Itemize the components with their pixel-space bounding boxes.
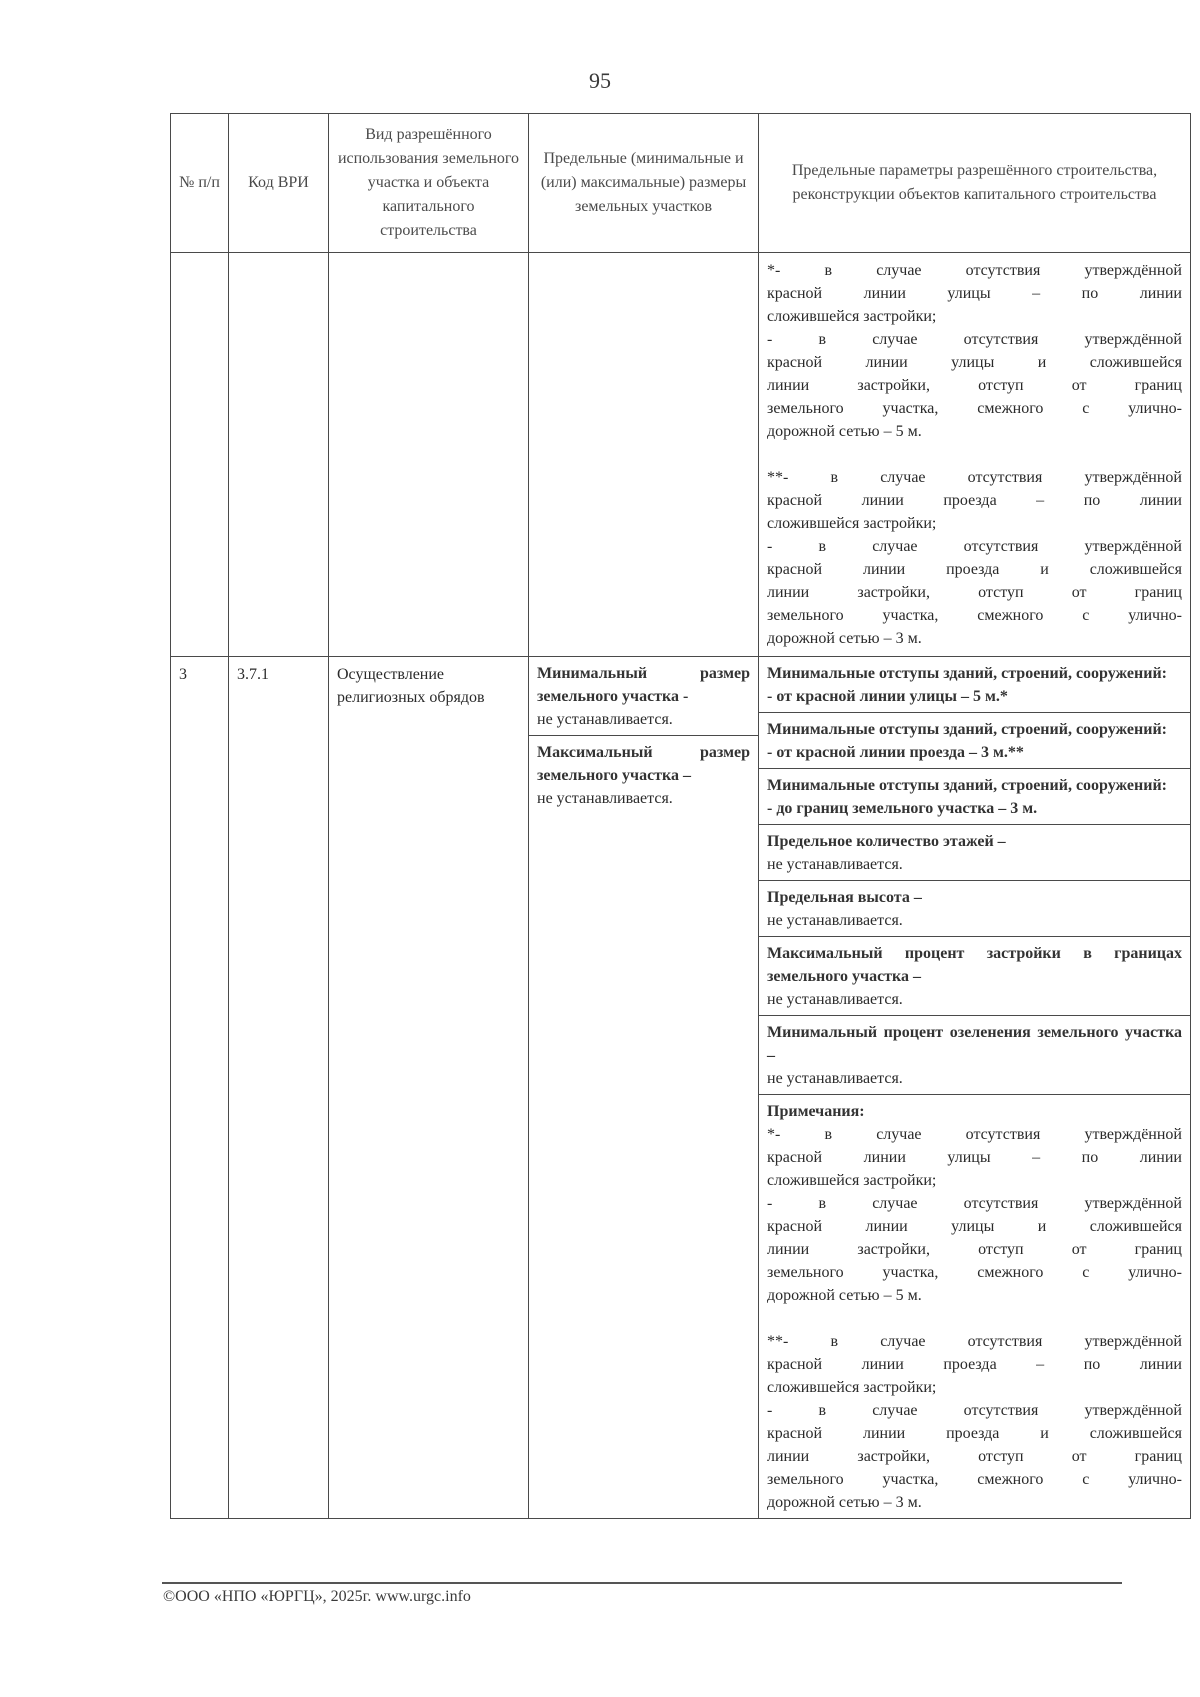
header-num: № п/п: [171, 114, 229, 253]
param-label: Минимальный процент озеленения земельного участка –: [767, 1024, 1182, 1064]
param-label: Предельная высота –: [767, 889, 922, 906]
note-line: линии застройки, отступ от границ: [767, 584, 1182, 601]
note-line: **- в случае отсутствия утверждённой: [767, 469, 1182, 486]
param-height: [759, 881, 1190, 937]
param-min-greening: [759, 1016, 1190, 1095]
param-setback-street: [759, 657, 1190, 713]
note-line: красной линии проезда и сложившейся: [767, 1425, 1182, 1442]
note-line: красной линии улицы и сложившейся: [767, 1218, 1182, 1235]
size-cell: [529, 657, 759, 1519]
param-label: Минимальные отступы зданий, строений, сооружений:: [767, 665, 1167, 682]
param-label: Максимальный процент застройки в границах земельного участка –: [767, 945, 1182, 985]
note-line: - в случае отсутствия утверждённой: [767, 538, 1182, 555]
table-row-continuation: [171, 253, 1191, 657]
empty-cell: [229, 253, 329, 657]
vri-name: Осуществление религиозных обрядов: [329, 657, 529, 1519]
max-size-label: Максимальный размер земельного участка –: [537, 744, 750, 784]
param-value: не устанавливается.: [767, 1070, 903, 1087]
note-line: *- в случае отсутствия утверждённой: [767, 262, 1182, 279]
note-line: линии застройки, отступ от границ: [767, 1448, 1182, 1465]
empty-cell: [529, 253, 759, 657]
note-line: сложившейся застройки;: [767, 1172, 937, 1189]
note-line: красной линии улицы – по линии: [767, 285, 1182, 302]
param-max-coverage: [759, 937, 1190, 1016]
vri-code: 3.7.1: [229, 657, 329, 1519]
note-line: красной линии проезда и сложившейся: [767, 561, 1182, 578]
param-label: Предельное количество этажей –: [767, 833, 1006, 850]
param-value: не устанавливается.: [767, 912, 903, 929]
min-size-value: не устанавливается.: [537, 711, 673, 728]
note-line: красной линии проезда – по линии: [767, 1356, 1182, 1373]
note-line: линии застройки, отступ от границ: [767, 377, 1182, 394]
continuation-notes: [759, 253, 1191, 657]
note-line: дорожной сетью – 3 м.: [767, 630, 922, 647]
param-setback-boundary: [759, 769, 1190, 825]
note-line: земельного участка, смежного с улично-: [767, 400, 1182, 417]
param-value: не устанавливается.: [767, 991, 903, 1008]
note-line: линии застройки, отступ от границ: [767, 1241, 1182, 1258]
footer-copyright: ©ООО «НПО «ЮРГЦ», 2025г. www.urgc.info: [163, 1588, 471, 1605]
notes-title: Примечания:: [767, 1103, 865, 1120]
param-value: не устанавливается.: [767, 856, 903, 873]
param-value: - от красной линии проезда – 3 м.**: [767, 744, 1024, 761]
footer-divider: [162, 1582, 1122, 1584]
table-header-row: [171, 114, 1191, 253]
empty-cell: [329, 253, 529, 657]
note-line: - в случае отсутствия утверждённой: [767, 331, 1182, 348]
table-row-3: [171, 657, 1191, 1519]
note-line: дорожной сетью – 5 м.: [767, 423, 922, 440]
note-line: красной линии улицы – по линии: [767, 1149, 1182, 1166]
note-line: земельного участка, смежного с улично-: [767, 607, 1182, 624]
header-params: Предельные параметры разрешённого строительства, реконструкции объектов капитального строительства: [759, 114, 1191, 253]
note-line: земельного участка, смежного с улично-: [767, 1471, 1182, 1488]
min-size-label: Минимальный размер земельного участка -: [537, 665, 750, 705]
page-number: 95: [589, 68, 611, 93]
param-floors: [759, 825, 1190, 881]
note-line: красной линии улицы и сложившейся: [767, 354, 1182, 371]
header-code: Код ВРИ: [229, 114, 329, 253]
parameters-table: [170, 113, 1191, 1519]
header-size: Предельные (минимальные и (или) максимальные) размеры земельных участков: [529, 114, 759, 253]
param-setback-drive: [759, 713, 1190, 769]
note-line: - в случае отсутствия утверждённой: [767, 1195, 1182, 1212]
note-line: *- в случае отсутствия утверждённой: [767, 1126, 1182, 1143]
param-notes: [759, 1095, 1190, 1518]
row-number: 3: [171, 657, 229, 1519]
param-label: Минимальные отступы зданий, строений, сооружений:: [767, 721, 1167, 738]
param-value: - до границ земельного участка – 3 м.: [767, 800, 1038, 817]
param-label: Минимальные отступы зданий, строений, сооружений:: [767, 777, 1167, 794]
min-size-block: [529, 657, 758, 736]
note-line: - в случае отсутствия утверждённой: [767, 1402, 1182, 1419]
note-line: сложившейся застройки;: [767, 1379, 937, 1396]
header-vid: Вид разрешённого использования земельного участка и объекта капитального строительства: [329, 114, 529, 253]
note-line: сложившейся застройки;: [767, 515, 937, 532]
max-size-block: [529, 736, 758, 814]
params-cell: [759, 657, 1191, 1519]
param-value: - от красной линии улицы – 5 м.*: [767, 688, 1008, 705]
max-size-value: не устанавливается.: [537, 790, 673, 807]
note-line: земельного участка, смежного с улично-: [767, 1264, 1182, 1281]
note-line: красной линии проезда – по линии: [767, 492, 1182, 509]
note-line: дорожной сетью – 5 м.: [767, 1287, 922, 1304]
empty-cell: [171, 253, 229, 657]
note-line: дорожной сетью – 3 м.: [767, 1494, 922, 1511]
note-line: **- в случае отсутствия утверждённой: [767, 1333, 1182, 1350]
note-line: сложившейся застройки;: [767, 308, 937, 325]
